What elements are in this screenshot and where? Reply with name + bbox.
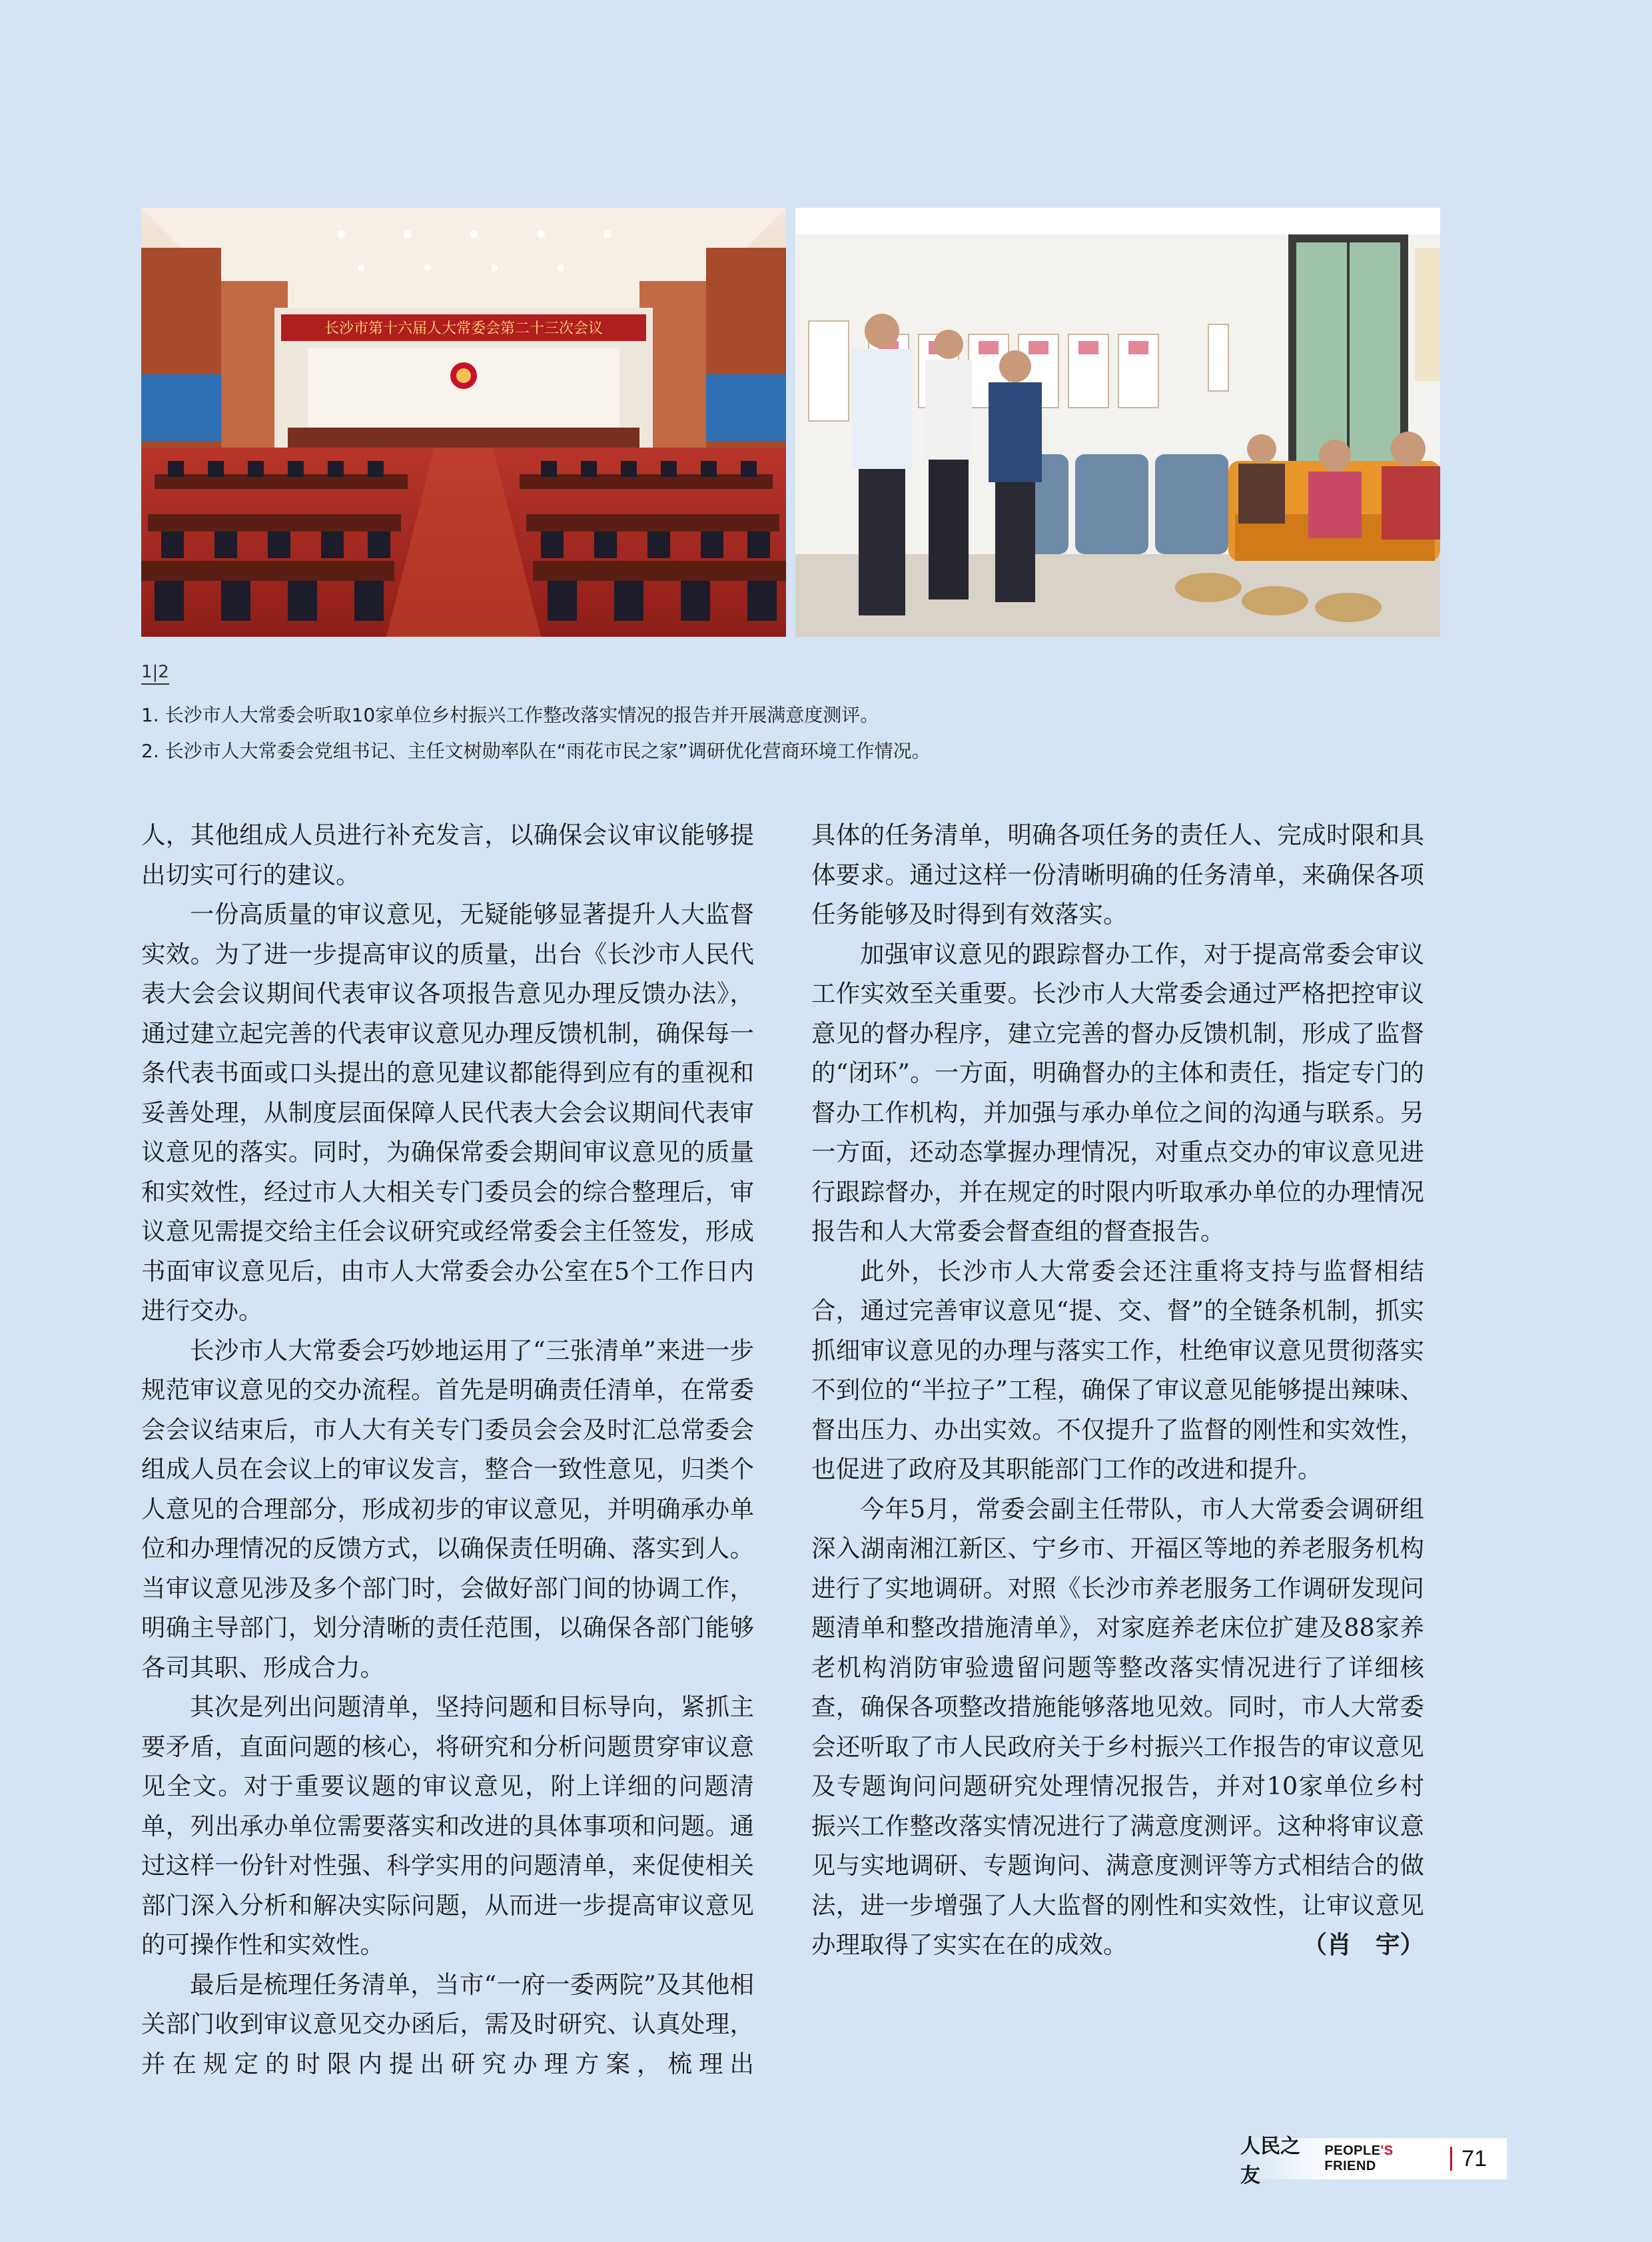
visit-photo	[795, 208, 1440, 637]
paragraph: 最后是梳理任务清单，当市“一府一委两院”及其他相关部门收到审议意见交办函后，需及时研究、认真处理，并在规定的时限内提出研究办理方案，梳理出	[141, 1970, 754, 2078]
photo-index-label: 1|2	[141, 661, 169, 685]
paragraph: 长沙市人大常委会巧妙地运用了“三张清单”来进一步规范审议意见的交办流程。首先是明确责任清单，在常委会会议结束后，市人大有关专门委员会会及时汇总常委会组成人员在会议上的审议发言，整合一致性意见，归类个人意见的合理部分，形成初步的审议意见，并明确承办单位和办理情况的反馈方式，以确保责任明确、落实到人。当审议意见涉及多个部门时，会做好部门间的协调工作，明确主导部门，划分清晰的责任范围，以确保各部门能够各司其职、形成合力。	[141, 1335, 754, 1682]
magazine-name-en-part1: PEOPLE	[1324, 2143, 1381, 2158]
paragraph: 今年5月，常委会副主任带队，市人大常委会调研组深入湖南湘江新区、宁乡市、开福区等地的养老服务机构进行了实地调研。对照《长沙市养老服务工作调研发现问题清单和整改措施清单》，对家庭养老床位扩建及88家养老机构消防审验遗留问题等整改落实情况进行了详细核查，确保各项整改措施能够落地见效。同时，市人大常委会还听取了市人民政府关于乡村振兴工作报告的审议意见及专题询问问题研究处理情况报告，并对10家单位乡村振兴工作整改落实情况进行了满意度测评。这种将审议意见与实地调研、专题询问、满意度测评等方式相结合的做法，进一步增强了人大监督的刚性和实效性，让审议意见办理取得了实实在在的成效。	[811, 1494, 1424, 1959]
footer-separator	[1450, 2147, 1452, 2171]
meeting-hall-illustration	[141, 208, 786, 637]
paragraph: 其次是列出问题清单，坚持问题和目标导向，紧抓主要矛盾，直面问题的核心，将研究和分析问题贯穿审议意见全文。对于重要议题的审议意见，附上详细的问题清单，列出承办单位需要落实和改进的具体事项和问题。通过这样一份针对性强、科学实用的问题清单，来促使相关部门深入分析和解决实际问题，从而进一步提高审议意见的可操作性和实效性。	[141, 1692, 754, 1959]
paragraph: 此外，长沙市人大常委会还注重将支持与监督相结合，通过完善审议意见“提、交、督”的全链条机制，抓实抓细审议意见的办理与落实工作，杜绝审议意见贯彻落实不到位的“半拉子”工程，确保了审议意见能够提出辣味、督出压力、办出实效。不仅提升了监督的刚性和实效性，也促进了政府及其职能部门工作的改进和提升。	[811, 1256, 1424, 1483]
page-footer	[1240, 2135, 1507, 2187]
paragraph: 一份高质量的审议意见，无疑能够显著提升人大监督实效。为了进一步提高审议的质量，出台《长沙市人民代表大会会议期间代表审议各项报告意见办理反馈办法》，通过建立起完善的代表审议意见办理反馈机制，确保每一条代表书面或口头提出的意见建议都能得到应有的重视和妥善处理，从制度层面保障人民代表大会会议期间代表审议意见的落实。同时，为确保常委会期间审议意见的质量和实效性，经过市人大相关专门委员会的综合整理后，审议意见需提交给主任会议研究或经常委会主任签发，形成书面审议意见后，由市人大常委会办公室在5个工作日内进行交办。	[141, 900, 754, 1325]
magazine-name-en-apostrophe: 'S	[1380, 2143, 1394, 2158]
magazine-name-en-part2: FRIEND	[1324, 2159, 1376, 2173]
visit-illustration	[795, 208, 1440, 637]
meeting-banner: 长沙市第十六届人大常委会第二十三次会议	[324, 320, 604, 337]
article-column-right	[811, 815, 1424, 1965]
photo-caption-1: 1. 长沙市人大常委会听取10家单位乡村振兴工作整改落实情况的报告并开展满意度测评。	[141, 704, 879, 726]
magazine-name-en	[1324, 2143, 1441, 2174]
paragraph: 具体的任务清单，明确各项任务的责任人、完成时限和具体要求。通过这样一份清晰明确的任务清单，来确保各项任务能够及时得到有效落实。	[811, 821, 1424, 929]
magazine-name-cn: 人民之友	[1240, 2135, 1300, 2187]
photo-caption-2: 2. 长沙市人大常委会党组书记、主任文树勋率队在“雨花市民之家”调研优化营商环境工作情况。	[141, 740, 931, 762]
paragraph-with-author	[811, 1489, 1424, 1965]
paragraph: 加强审议意见的跟踪督办工作，对于提高常委会审议工作实效至关重要。长沙市人大常委会通过严格把控审议意见的督办程序，建立完善的督办反馈机制，形成了监督的“闭环”。一方面，明确督办的主体和责任，指定专门的督办工作机构，并加强与承办单位之间的沟通与联系。另一方面，还动态掌握办理情况，对重点交办的审议意见进行跟踪督办，并在规定的时限内听取承办单位的办理情况报告和人大常委会督查组的督查报告。	[811, 939, 1424, 1246]
author-credit: （肖 宇）	[1302, 1930, 1424, 1959]
page-number: 71	[1461, 2145, 1487, 2171]
meeting-hall-photo	[141, 208, 786, 637]
article-column-left	[141, 815, 754, 2083]
paragraph: 人，其他组成人员进行补充发言，以确保会议审议能够提出切实可行的建议。	[141, 821, 754, 889]
